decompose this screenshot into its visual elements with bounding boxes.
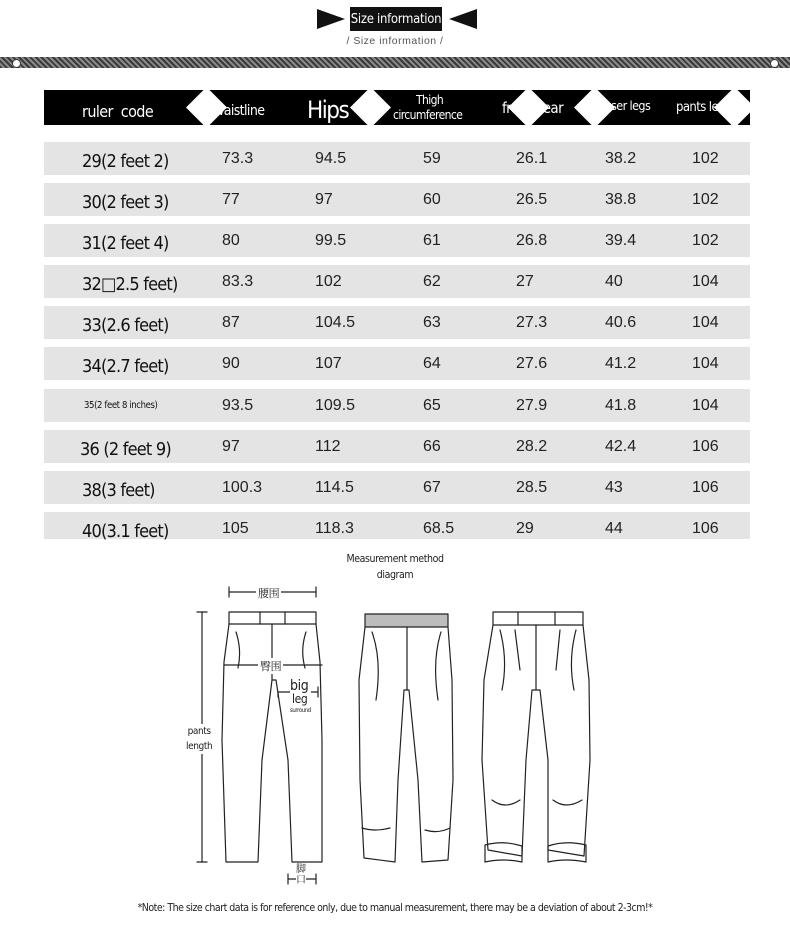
cell-front: 26.5 bbox=[516, 190, 548, 208]
column-header-hips: Hips bbox=[307, 95, 349, 124]
cell-thigh: 61 bbox=[423, 231, 441, 249]
cell-hips: 99.5 bbox=[315, 231, 347, 249]
thigh-label-line1: Thigh bbox=[416, 92, 444, 107]
cell-thigh: 60 bbox=[423, 190, 441, 208]
cell-waist: 105 bbox=[222, 519, 249, 537]
cell-front: 27 bbox=[516, 272, 534, 290]
cell-code: 32□2.5 feet) bbox=[82, 274, 178, 295]
cell-hips: 118.3 bbox=[315, 519, 354, 537]
big-leg-label bbox=[290, 680, 311, 715]
big-label: big bbox=[290, 678, 309, 694]
foot-opening-label bbox=[296, 864, 306, 886]
length-label: length bbox=[186, 741, 213, 752]
cell-thigh: 65 bbox=[423, 396, 441, 414]
cell-legs: 41.8 bbox=[605, 396, 637, 414]
cell-length: 102 bbox=[692, 231, 719, 249]
pants-length-label bbox=[186, 724, 212, 754]
cell-code: 30(2 feet 3) bbox=[82, 192, 169, 213]
cell-length: 104 bbox=[692, 313, 719, 331]
cell-front: 27.3 bbox=[516, 313, 548, 331]
footnote: *Note: The size chart data is for reference only, due to manual measurement, there may be a deviation of about 2-3cm!* bbox=[137, 902, 653, 914]
cell-code: 33(2.6 feet) bbox=[82, 315, 169, 336]
cell-front: 28.5 bbox=[516, 478, 548, 496]
cell-front: 26.1 bbox=[516, 149, 548, 167]
cell-length: 102 bbox=[692, 190, 719, 208]
waist-label: 腰围 bbox=[258, 587, 280, 600]
column-header-front: front gear bbox=[502, 98, 564, 117]
cell-hips: 102 bbox=[315, 272, 342, 290]
cell-hips: 107 bbox=[315, 354, 342, 372]
cell-hips: 94.5 bbox=[315, 149, 347, 167]
cell-legs: 44 bbox=[605, 519, 623, 537]
cell-waist: 80 bbox=[222, 231, 240, 249]
column-header-code: ruler code bbox=[82, 102, 154, 121]
cell-thigh: 66 bbox=[423, 437, 441, 455]
diagram-title-line2: diagram bbox=[376, 569, 414, 581]
cell-code: 38(3 feet) bbox=[82, 480, 155, 501]
cell-front: 26.8 bbox=[516, 231, 548, 249]
column-header-length: pants length bbox=[676, 100, 743, 115]
cell-code: 31(2 feet 4) bbox=[82, 233, 169, 254]
cell-front: 28.2 bbox=[516, 437, 548, 455]
cell-code: 35(2 feet 8 inches) bbox=[84, 400, 158, 411]
cell-code: 36 (2 feet 9) bbox=[80, 439, 171, 460]
cell-code: 40(3.1 feet) bbox=[82, 521, 169, 542]
cell-length: 106 bbox=[692, 478, 719, 496]
leg-label: leg bbox=[292, 692, 308, 706]
cell-thigh: 68.5 bbox=[423, 519, 455, 537]
thigh-label-line2: circumference bbox=[393, 107, 463, 122]
cell-length: 102 bbox=[692, 149, 719, 167]
surround-label: surround bbox=[290, 707, 311, 714]
foot-label-1: 脚 bbox=[296, 864, 306, 875]
cell-waist: 100.3 bbox=[222, 478, 263, 496]
cell-legs: 40 bbox=[605, 272, 623, 290]
cell-hips: 104.5 bbox=[315, 313, 356, 331]
cell-thigh: 63 bbox=[423, 313, 441, 331]
header-subtitle: / Size information / bbox=[346, 35, 444, 47]
cell-thigh: 64 bbox=[423, 354, 441, 372]
cell-hips: 109.5 bbox=[315, 396, 356, 414]
cell-waist: 83.3 bbox=[222, 272, 254, 290]
cell-code: 34(2.7 feet) bbox=[82, 356, 169, 377]
cell-code: 29(2 feet 2) bbox=[82, 151, 169, 172]
cell-legs: 38.2 bbox=[605, 149, 637, 167]
pants-label: pants bbox=[187, 726, 211, 737]
cell-legs: 41.2 bbox=[605, 354, 637, 372]
cell-front: 29 bbox=[516, 519, 534, 537]
cell-thigh: 67 bbox=[423, 478, 441, 496]
cell-waist: 97 bbox=[222, 437, 240, 455]
cell-length: 104 bbox=[692, 354, 719, 372]
cell-legs: 42.4 bbox=[605, 437, 637, 455]
cell-hips: 97 bbox=[315, 190, 333, 208]
cell-hips: 112 bbox=[315, 437, 341, 455]
cell-length: 104 bbox=[692, 396, 719, 414]
column-header-legs: Trouser legs bbox=[590, 98, 651, 113]
cell-waist: 73.3 bbox=[222, 149, 254, 167]
column-header-waist: waistline bbox=[214, 102, 265, 119]
cell-waist: 93.5 bbox=[222, 396, 254, 414]
cell-legs: 43 bbox=[605, 478, 623, 496]
cell-hips: 114.5 bbox=[315, 478, 354, 496]
cell-waist: 90 bbox=[222, 354, 240, 372]
cell-thigh: 59 bbox=[423, 149, 441, 167]
cell-length: 106 bbox=[692, 519, 719, 537]
cell-legs: 38.8 bbox=[605, 190, 637, 208]
cell-legs: 40.6 bbox=[605, 313, 637, 331]
cell-waist: 87 bbox=[222, 313, 240, 331]
cell-legs: 39.4 bbox=[605, 231, 637, 249]
cell-length: 106 bbox=[692, 437, 719, 455]
cell-length: 104 bbox=[692, 272, 719, 290]
cell-thigh: 62 bbox=[423, 272, 441, 290]
foot-label-2: 口 bbox=[296, 875, 306, 886]
cell-front: 27.6 bbox=[516, 354, 548, 372]
cell-waist: 77 bbox=[222, 190, 240, 208]
cell-front: 27.9 bbox=[516, 396, 548, 414]
diagram-title-line1: Measurement method bbox=[346, 553, 444, 565]
hip-label: 臀围 bbox=[260, 660, 282, 673]
header-tag: Size information bbox=[350, 7, 442, 31]
